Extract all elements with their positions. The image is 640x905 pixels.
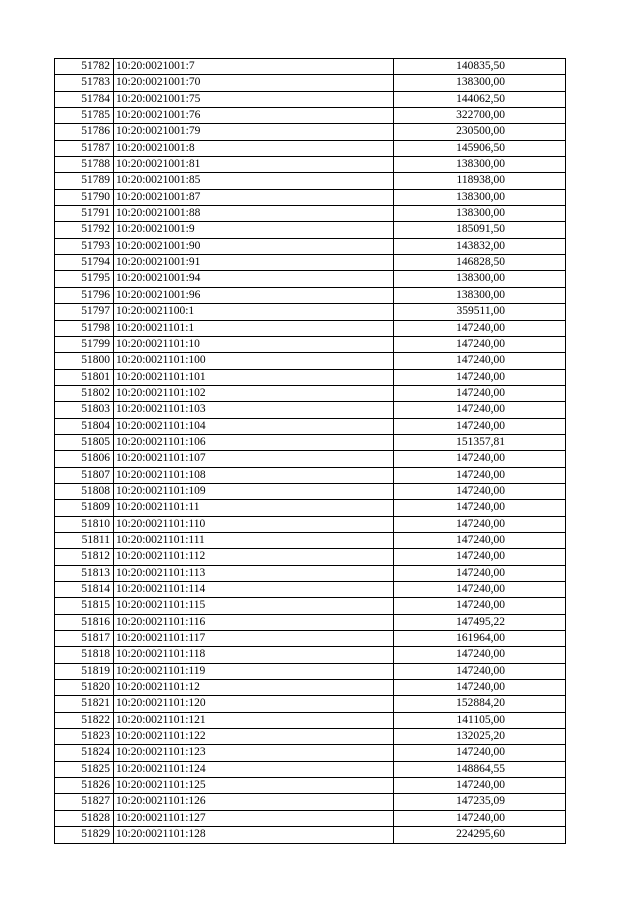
cadastral-code-cell: 10:20:0021001:81: [114, 157, 394, 173]
value-cell: 138300,00: [394, 75, 566, 91]
row-number-cell: 51823: [55, 729, 114, 745]
cadastral-code-cell: 10:20:0021101:126: [114, 794, 394, 810]
cadastral-code-cell: 10:20:0021001:79: [114, 124, 394, 140]
row-number-cell: 51808: [55, 483, 114, 499]
row-number-cell: 51816: [55, 614, 114, 630]
cadastral-code-cell: 10:20:0021101:113: [114, 565, 394, 581]
table-row: [55, 631, 566, 647]
table-row: [55, 108, 566, 124]
cadastral-code-cell: 10:20:0021001:7: [114, 59, 394, 75]
table-row: [55, 385, 566, 401]
cadastral-code-cell: 10:20:0021101:118: [114, 647, 394, 663]
row-number-cell: 51800: [55, 353, 114, 369]
value-cell: 152884,20: [394, 696, 566, 712]
value-cell: 359511,00: [394, 304, 566, 320]
row-number-cell: 51799: [55, 336, 114, 352]
value-cell: 147240,00: [394, 336, 566, 352]
table-row: [55, 500, 566, 516]
table-row: [55, 663, 566, 679]
table-row: [55, 336, 566, 352]
table-row: [55, 827, 566, 843]
value-cell: 147240,00: [394, 598, 566, 614]
table-row: [55, 271, 566, 287]
cadastral-code-cell: 10:20:0021101:110: [114, 516, 394, 532]
row-number-cell: 51809: [55, 500, 114, 516]
table-row: [55, 353, 566, 369]
value-cell: 230500,00: [394, 124, 566, 140]
cadastral-code-cell: 10:20:0021101:102: [114, 385, 394, 401]
cadastral-code-cell: 10:20:0021101:103: [114, 402, 394, 418]
value-cell: 147240,00: [394, 483, 566, 499]
row-number-cell: 51826: [55, 778, 114, 794]
cadastral-code-cell: 10:20:0021001:88: [114, 206, 394, 222]
row-number-cell: 51825: [55, 761, 114, 777]
value-cell: 146828,50: [394, 255, 566, 271]
table-row: [55, 304, 566, 320]
row-number-cell: 51812: [55, 549, 114, 565]
value-cell: 143832,00: [394, 238, 566, 254]
cadastral-code-cell: 10:20:0021001:9: [114, 222, 394, 238]
value-cell: 147240,00: [394, 385, 566, 401]
value-cell: 147240,00: [394, 565, 566, 581]
row-number-cell: 51792: [55, 222, 114, 238]
value-cell: 185091,50: [394, 222, 566, 238]
row-number-cell: 51794: [55, 255, 114, 271]
value-cell: 147240,00: [394, 663, 566, 679]
table-row: [55, 794, 566, 810]
table-row: [55, 91, 566, 107]
value-cell: 147240,00: [394, 778, 566, 794]
row-number-cell: 51790: [55, 189, 114, 205]
row-number-cell: 51829: [55, 827, 114, 843]
value-cell: 140835,50: [394, 59, 566, 75]
row-number-cell: 51787: [55, 140, 114, 156]
row-number-cell: 51791: [55, 206, 114, 222]
row-number-cell: 51806: [55, 451, 114, 467]
value-cell: 138300,00: [394, 271, 566, 287]
table-row: [55, 467, 566, 483]
table-row: [55, 75, 566, 91]
table-row: [55, 712, 566, 728]
row-number-cell: 51819: [55, 663, 114, 679]
value-cell: 147240,00: [394, 532, 566, 548]
row-number-cell: 51795: [55, 271, 114, 287]
value-cell: 147240,00: [394, 810, 566, 826]
value-cell: 147240,00: [394, 680, 566, 696]
value-cell: 147240,00: [394, 353, 566, 369]
cadastral-code-cell: 10:20:0021101:117: [114, 631, 394, 647]
table-row: [55, 238, 566, 254]
table-row: [55, 402, 566, 418]
cadastral-code-cell: 10:20:0021101:111: [114, 532, 394, 548]
value-cell: 147240,00: [394, 647, 566, 663]
row-number-cell: 51786: [55, 124, 114, 140]
row-number-cell: 51805: [55, 434, 114, 450]
value-cell: 141105,00: [394, 712, 566, 728]
cadastral-code-cell: 10:20:0021101:101: [114, 369, 394, 385]
cadastral-code-cell: 10:20:0021101:112: [114, 549, 394, 565]
table-row: [55, 565, 566, 581]
row-number-cell: 51824: [55, 745, 114, 761]
table-row: [55, 59, 566, 75]
cadastral-code-cell: 10:20:0021101:128: [114, 827, 394, 843]
value-cell: 138300,00: [394, 189, 566, 205]
value-cell: 138300,00: [394, 206, 566, 222]
cadastral-code-cell: 10:20:0021101:1: [114, 320, 394, 336]
cadastral-code-cell: 10:20:0021101:124: [114, 761, 394, 777]
value-cell: 147240,00: [394, 745, 566, 761]
table-row: [55, 696, 566, 712]
value-cell: 224295,60: [394, 827, 566, 843]
cadastral-code-cell: 10:20:0021001:90: [114, 238, 394, 254]
cadastral-code-cell: 10:20:0021001:8: [114, 140, 394, 156]
value-cell: 138300,00: [394, 287, 566, 303]
row-number-cell: 51803: [55, 402, 114, 418]
cadastral-code-cell: 10:20:0021101:116: [114, 614, 394, 630]
row-number-cell: 51820: [55, 680, 114, 696]
cadastral-code-cell: 10:20:0021001:94: [114, 271, 394, 287]
table-row: [55, 680, 566, 696]
cadastral-code-cell: 10:20:0021001:76: [114, 108, 394, 124]
row-number-cell: 51817: [55, 631, 114, 647]
value-cell: 144062,50: [394, 91, 566, 107]
value-cell: 161964,00: [394, 631, 566, 647]
cadastral-code-cell: 10:20:0021100:1: [114, 304, 394, 320]
row-number-cell: 51807: [55, 467, 114, 483]
table-row: [55, 189, 566, 205]
cadastral-code-cell: 10:20:0021101:11: [114, 500, 394, 516]
value-cell: 147240,00: [394, 320, 566, 336]
value-cell: 322700,00: [394, 108, 566, 124]
value-cell: 147240,00: [394, 369, 566, 385]
row-number-cell: 51783: [55, 75, 114, 91]
cadastral-code-cell: 10:20:0021101:109: [114, 483, 394, 499]
row-number-cell: 51785: [55, 108, 114, 124]
value-cell: 138300,00: [394, 157, 566, 173]
cadastral-code-cell: 10:20:0021001:70: [114, 75, 394, 91]
cadastral-code-cell: 10:20:0021101:119: [114, 663, 394, 679]
cadastral-code-cell: 10:20:0021101:100: [114, 353, 394, 369]
cadastral-code-cell: 10:20:0021001:75: [114, 91, 394, 107]
table-row: [55, 614, 566, 630]
table-row: [55, 451, 566, 467]
table-row: [55, 761, 566, 777]
table-row: [55, 287, 566, 303]
value-cell: 118938,00: [394, 173, 566, 189]
table-row: [55, 418, 566, 434]
value-cell: 147240,00: [394, 582, 566, 598]
row-number-cell: 51815: [55, 598, 114, 614]
row-number-cell: 51811: [55, 532, 114, 548]
cadastral-code-cell: 10:20:0021101:115: [114, 598, 394, 614]
value-cell: 147240,00: [394, 402, 566, 418]
row-number-cell: 51801: [55, 369, 114, 385]
row-number-cell: 51793: [55, 238, 114, 254]
cadastral-code-cell: 10:20:0021101:127: [114, 810, 394, 826]
value-cell: 147495,22: [394, 614, 566, 630]
cadastral-code-cell: 10:20:0021101:120: [114, 696, 394, 712]
table-row: [55, 206, 566, 222]
value-cell: 147240,00: [394, 549, 566, 565]
cadastral-code-cell: 10:20:0021101:104: [114, 418, 394, 434]
value-cell: 132025,20: [394, 729, 566, 745]
value-cell: 151357,81: [394, 434, 566, 450]
value-cell: 147240,00: [394, 500, 566, 516]
table-row: [55, 549, 566, 565]
table-row: [55, 320, 566, 336]
cadastral-code-cell: 10:20:0021101:107: [114, 451, 394, 467]
row-number-cell: 51818: [55, 647, 114, 663]
table-row: [55, 157, 566, 173]
cadastral-code-cell: 10:20:0021101:10: [114, 336, 394, 352]
cadastral-code-cell: 10:20:0021101:108: [114, 467, 394, 483]
row-number-cell: 51827: [55, 794, 114, 810]
table-row: [55, 516, 566, 532]
cadastral-code-cell: 10:20:0021001:96: [114, 287, 394, 303]
cadastral-code-cell: 10:20:0021101:121: [114, 712, 394, 728]
row-number-cell: 51797: [55, 304, 114, 320]
value-cell: 148864,55: [394, 761, 566, 777]
row-number-cell: 51813: [55, 565, 114, 581]
cadastral-code-cell: 10:20:0021101:122: [114, 729, 394, 745]
value-cell: 147235,09: [394, 794, 566, 810]
row-number-cell: 51804: [55, 418, 114, 434]
table-row: [55, 745, 566, 761]
row-number-cell: 51796: [55, 287, 114, 303]
row-number-cell: 51810: [55, 516, 114, 532]
row-number-cell: 51814: [55, 582, 114, 598]
row-number-cell: 51828: [55, 810, 114, 826]
cadastral-code-cell: 10:20:0021001:87: [114, 189, 394, 205]
row-number-cell: 51789: [55, 173, 114, 189]
table-row: [55, 222, 566, 238]
table-row: [55, 255, 566, 271]
cadastral-code-cell: 10:20:0021101:12: [114, 680, 394, 696]
table-row: [55, 483, 566, 499]
row-number-cell: 51822: [55, 712, 114, 728]
value-cell: 145906,50: [394, 140, 566, 156]
table-row: [55, 140, 566, 156]
table-row: [55, 729, 566, 745]
cadastral-code-cell: 10:20:0021101:106: [114, 434, 394, 450]
value-cell: 147240,00: [394, 418, 566, 434]
data-table: [54, 58, 566, 844]
table-row: [55, 647, 566, 663]
value-cell: 147240,00: [394, 467, 566, 483]
table-row: [55, 598, 566, 614]
table-row: [55, 778, 566, 794]
table-row: [55, 810, 566, 826]
table-row: [55, 582, 566, 598]
row-number-cell: 51798: [55, 320, 114, 336]
row-number-cell: 51821: [55, 696, 114, 712]
row-number-cell: 51802: [55, 385, 114, 401]
row-number-cell: 51788: [55, 157, 114, 173]
cadastral-code-cell: 10:20:0021001:91: [114, 255, 394, 271]
table-row: [55, 369, 566, 385]
table-row: [55, 124, 566, 140]
table-row: [55, 532, 566, 548]
row-number-cell: 51784: [55, 91, 114, 107]
cadastral-code-cell: 10:20:0021101:123: [114, 745, 394, 761]
cadastral-code-cell: 10:20:0021101:114: [114, 582, 394, 598]
value-cell: 147240,00: [394, 516, 566, 532]
row-number-cell: 51782: [55, 59, 114, 75]
cadastral-code-cell: 10:20:0021001:85: [114, 173, 394, 189]
value-cell: 147240,00: [394, 451, 566, 467]
table-row: [55, 173, 566, 189]
table-body: [55, 59, 566, 844]
cadastral-code-cell: 10:20:0021101:125: [114, 778, 394, 794]
table-row: [55, 434, 566, 450]
